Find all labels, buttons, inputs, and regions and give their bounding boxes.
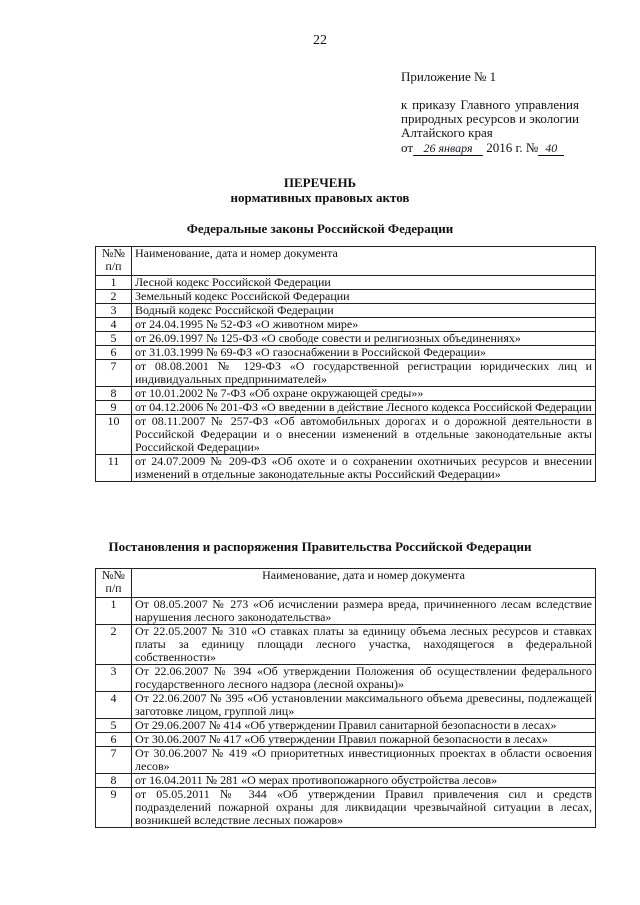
row-number: 7 [96, 360, 132, 387]
row-number: 2 [96, 290, 132, 304]
document-name: от 08.11.2007 № 257-ФЗ «Об автомобильных дорогах и о дорожной деятельности в Российской Федерации и о внесении изменений в отдельные законодательные акты Российской Федерации» [132, 415, 596, 455]
document-name: от 24.04.1995 № 52-ФЗ «О животном мире» [132, 318, 596, 332]
row-number: 9 [96, 788, 132, 828]
document-name: От 22.05.2007 № 310 «О ставках платы за единицу объема лесных ресурсов и ставках платы за единицу площади лесного участка, находящегося в федеральной собственности» [132, 625, 596, 665]
table-row [96, 665, 596, 692]
row-number: 4 [96, 318, 132, 332]
document-name: от 24.07.2009 № 209-ФЗ «Об охоте и о сохранении охотничьих ресурсов и внесении изменений в отдельные законодательные акты Российский Федерации» [132, 455, 596, 482]
document-name: от 05.05.2011 № 344 «Об утверждении Правил привлечения сил и средств подразделений пожарной охраны для ликвидации чрезвычайной ситуации в лесах, возникшей вследствие лесных пожаров» [132, 788, 596, 828]
page-number: 22 [313, 33, 327, 48]
document-name: От 29.06.2007 № 414 «Об утверждении Правил санитарной безопасности в лесах» [132, 719, 596, 733]
table-row [96, 415, 596, 455]
row-number: 6 [96, 733, 132, 747]
table-row [96, 733, 596, 747]
document-name: Лесной кодекс Российской Федерации [132, 276, 596, 290]
table-row [96, 360, 596, 387]
document-name: от 26.09.1997 № 125-ФЗ «О свободе совести и религиозных объединениях» [132, 332, 596, 346]
table-row [96, 598, 596, 625]
table-row [96, 788, 596, 828]
row-number: 2 [96, 625, 132, 665]
table-row [96, 401, 596, 415]
row-number: 9 [96, 401, 132, 415]
table-header-row [96, 569, 596, 598]
row-number: 6 [96, 346, 132, 360]
order-date-line [401, 141, 579, 156]
column-header-number: №№ п/п [96, 247, 132, 276]
row-number: 8 [96, 774, 132, 788]
table-row [96, 304, 596, 318]
row-number: 1 [96, 598, 132, 625]
document-name: от 31.03.1999 № 69-ФЗ «О газоснабжении в Российской Федерации» [132, 346, 596, 360]
document-name: От 08.05.2007 № 273 «Об исчислении размера вреда, причиненного лесам вследствие нарушения лесного законодательства» [132, 598, 596, 625]
section-heading-government-acts: Постановления и распоряжения Правительства Российской Федерации [108, 539, 532, 554]
table-row [96, 387, 596, 401]
appendix-block [401, 70, 579, 156]
table-row [96, 719, 596, 733]
row-number: 8 [96, 387, 132, 401]
date-prefix: от [401, 140, 414, 155]
document-name: от 08.08.2001 № 129-ФЗ «О государственной регистрации юридических лиц и индивидуальных предпринимателей» [132, 360, 596, 387]
document-name: От 30.06.2007 № 417 «Об утверждении Правил пожарной безопасности в лесах» [132, 733, 596, 747]
row-number: 4 [96, 692, 132, 719]
row-number: 5 [96, 719, 132, 733]
order-year: 2016 г. № [486, 140, 539, 155]
handwritten-date: 26 января [413, 141, 483, 156]
column-header-name: Наименование, дата и номер документа [132, 569, 596, 598]
federal-laws-table-body [96, 276, 596, 482]
document-name: от 04.12.2006 № 201-ФЗ «О введении в действие Лесного кодекса Российской Федерации [132, 401, 596, 415]
table-row [96, 774, 596, 788]
column-header-number: №№ п/п [96, 569, 132, 598]
table-row [96, 455, 596, 482]
row-number: 7 [96, 747, 132, 774]
document-name: Водный кодекс Российской Федерации [132, 304, 596, 318]
table-row [96, 332, 596, 346]
document-name: от 16.04.2011 № 281 «О мерах противопожарного обустройства лесов» [132, 774, 596, 788]
row-number: 11 [96, 455, 132, 482]
government-acts-table-body [96, 598, 596, 828]
table-row [96, 290, 596, 304]
row-number: 1 [96, 276, 132, 290]
row-number: 5 [96, 332, 132, 346]
document-name: Земельный кодекс Российской Федерации [132, 290, 596, 304]
table-row [96, 692, 596, 719]
row-number: 3 [96, 304, 132, 318]
document-name: от 10.01.2002 № 7-ФЗ «Об охране окружающей среды»» [132, 387, 596, 401]
document-title: ПЕРЕЧЕНЬ [283, 175, 357, 190]
government-acts-table [95, 568, 596, 828]
column-header-name: Наименование, дата и номер документа [132, 247, 596, 276]
table-row [96, 747, 596, 774]
appendix-text: к приказу Главного управления природных ресурсов и экологии Алтайского края [401, 97, 579, 140]
document-name: От 22.06.2007 № 395 «Об установлении максимального объема древесины, подлежащей заготовке лицом, группой лиц» [132, 692, 596, 719]
table-row [96, 318, 596, 332]
section-heading-federal-laws: Федеральные законы Российской Федерации [186, 221, 454, 236]
document-name: От 30.06.2007 № 419 «О приоритетных инвестиционных проектах в области освоения лесов» [132, 747, 596, 774]
table-row [96, 625, 596, 665]
federal-laws-table [95, 246, 596, 482]
row-number: 10 [96, 415, 132, 455]
table-row [96, 276, 596, 290]
table-row [96, 346, 596, 360]
appendix-title: Приложение № 1 [401, 69, 497, 84]
table-header-row [96, 247, 596, 276]
row-number: 3 [96, 665, 132, 692]
document-subtitle: нормативных правовых актов [230, 190, 410, 205]
document-name: От 22.06.2007 № 394 «Об утверждении Положения об осуществлении федерального государственного лесного надзора (лесной охраны)» [132, 665, 596, 692]
handwritten-order-number: 40 [538, 141, 564, 156]
